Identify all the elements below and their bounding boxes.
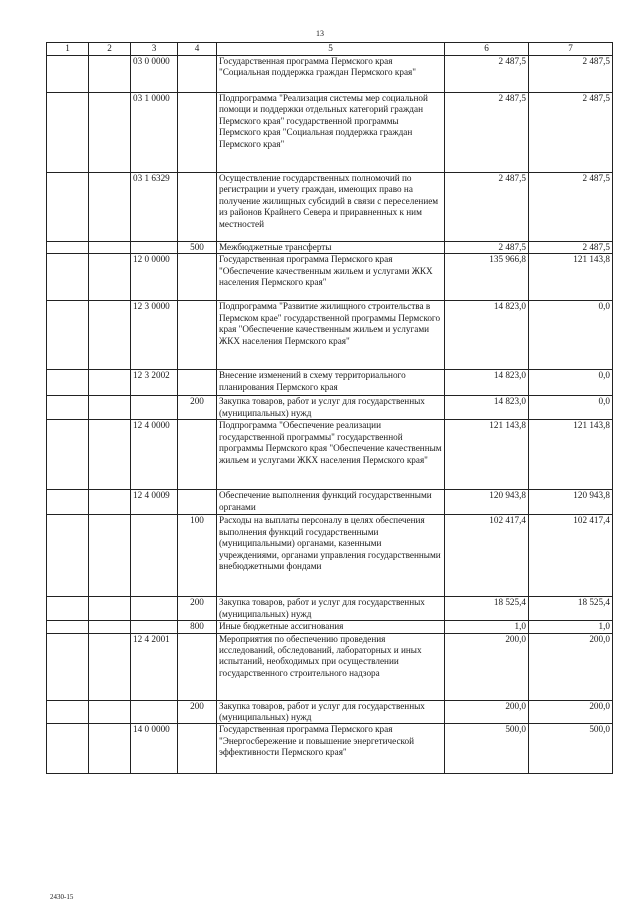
table-cell-c1 [47, 597, 89, 621]
table-cell-c4 [178, 254, 217, 301]
table-cell-c2 [89, 56, 131, 93]
table-cell-c2 [89, 420, 131, 490]
table-cell-c5: Государственная программа Пермского края "Обеспечение качественным жильем и услугами ЖКХ населения Пермского края" [217, 254, 445, 301]
table-cell-c5: Государственная программа Пермского края "Социальная поддержка граждан Пермского края" [217, 56, 445, 93]
table-row [47, 724, 613, 774]
table-cell-c4 [178, 420, 217, 490]
table-cell-c5: Подпрограмма "Развитие жилищного строительства в Пермском крае" государственной программы Пермского края "Обеспечение качественным жильем и услугами ЖКХ населения Пермского края" [217, 301, 445, 370]
table-cell-c6: 121 143,8 [445, 420, 529, 490]
table-cell-c2 [89, 370, 131, 396]
table-cell-c7: 120 943,8 [529, 490, 613, 515]
column-header: 4 [178, 43, 217, 56]
table-row [47, 621, 613, 633]
table-cell-c3: 12 3 0000 [131, 301, 178, 370]
table-cell-c7: 18 525,4 [529, 597, 613, 621]
table-cell-c7: 200,0 [529, 633, 613, 700]
table-cell-c3 [131, 515, 178, 597]
table-cell-c3: 03 0 0000 [131, 56, 178, 93]
table-cell-c4 [178, 93, 217, 173]
table-row [47, 700, 613, 724]
table-cell-c1 [47, 370, 89, 396]
table-cell-c3: 03 1 0000 [131, 93, 178, 173]
table-cell-c1 [47, 56, 89, 93]
table-row [47, 370, 613, 396]
table-cell-c4 [178, 301, 217, 370]
table-cell-c2 [89, 633, 131, 700]
table-row [47, 254, 613, 301]
table-cell-c1 [47, 724, 89, 774]
table-cell-c1 [47, 490, 89, 515]
table-cell-c1 [47, 515, 89, 597]
table-cell-c4: 200 [178, 700, 217, 724]
table-cell-c3 [131, 621, 178, 633]
table-cell-c7: 200,0 [529, 700, 613, 724]
table-cell-c5: Иные бюджетные ассигнования [217, 621, 445, 633]
budget-table [46, 42, 613, 774]
table-cell-c5: Обеспечение выполнения функций государственными органами [217, 490, 445, 515]
table-cell-c2 [89, 242, 131, 254]
table-cell-c5: Расходы на выплаты персоналу в целях обеспечения выполнения функций государственными (муниципальными) органами, казенными учреждениями, органами управления государственными внебюджетными фондами [217, 515, 445, 597]
table-cell-c4: 500 [178, 242, 217, 254]
table-row [47, 56, 613, 93]
table-row [47, 597, 613, 621]
table-cell-c7: 121 143,8 [529, 420, 613, 490]
table-cell-c7: 500,0 [529, 724, 613, 774]
column-header: 5 [217, 43, 445, 56]
table-cell-c5: Закупка товаров, работ и услуг для государственных (муниципальных) нужд [217, 700, 445, 724]
table-cell-c3 [131, 700, 178, 724]
table-cell-c5: Внесение изменений в схему территориального планирования Пермского края [217, 370, 445, 396]
table-cell-c3: 12 3 2002 [131, 370, 178, 396]
table-cell-c5: Государственная программа Пермского края "Энергосбережение и повышение энергетической эффективности Пермского края" [217, 724, 445, 774]
column-header: 3 [131, 43, 178, 56]
table-cell-c1 [47, 621, 89, 633]
table-cell-c6: 14 823,0 [445, 396, 529, 420]
table-cell-c7: 2 487,5 [529, 93, 613, 173]
table-cell-c3 [131, 242, 178, 254]
budget-table-body [47, 43, 613, 774]
table-cell-c4 [178, 633, 217, 700]
table-cell-c5: Закупка товаров, работ и услуг для государственных (муниципальных) нужд [217, 396, 445, 420]
table-row [47, 515, 613, 597]
table-cell-c1 [47, 420, 89, 490]
page-number: 13 [316, 29, 324, 38]
table-cell-c1 [47, 633, 89, 700]
table-cell-c6: 2 487,5 [445, 173, 529, 242]
table-cell-c3: 12 0 0000 [131, 254, 178, 301]
table-cell-c7: 0,0 [529, 370, 613, 396]
table-cell-c3: 03 1 6329 [131, 173, 178, 242]
table-cell-c1 [47, 93, 89, 173]
table-cell-c6: 120 943,8 [445, 490, 529, 515]
table-cell-c7: 121 143,8 [529, 254, 613, 301]
table-cell-c4: 800 [178, 621, 217, 633]
table-header-row [47, 43, 613, 56]
table-cell-c5: Межбюджетные трансферты [217, 242, 445, 254]
table-cell-c2 [89, 254, 131, 301]
table-cell-c1 [47, 254, 89, 301]
table-cell-c3 [131, 597, 178, 621]
table-cell-c5: Подпрограмма "Обеспечение реализации государственной программы" государственной программы Пермского края "Обеспечение качественным жильем и услугами ЖКХ населения Пермского края" [217, 420, 445, 490]
table-cell-c4 [178, 724, 217, 774]
table-cell-c7: 102 417,4 [529, 515, 613, 597]
table-cell-c2 [89, 724, 131, 774]
table-row [47, 633, 613, 700]
table-cell-c6: 2 487,5 [445, 242, 529, 254]
table-cell-c4 [178, 173, 217, 242]
table-cell-c1 [47, 301, 89, 370]
column-header: 7 [529, 43, 613, 56]
table-cell-c4 [178, 56, 217, 93]
table-cell-c2 [89, 515, 131, 597]
table-cell-c5: Мероприятия по обеспечению проведения исследований, обследований, лабораторных и иных испытаний, необходимых при осуществлении государственного строительного надзора [217, 633, 445, 700]
table-cell-c5: Закупка товаров, работ и услуг для государственных (муниципальных) нужд [217, 597, 445, 621]
table-cell-c5: Подпрограмма "Реализация системы мер социальной помощи и поддержки отдельных категорий граждан Пермского края" государственной программы Пермского края "Социальная поддержка граждан Пермского края" [217, 93, 445, 173]
table-cell-c4: 200 [178, 597, 217, 621]
table-cell-c6: 200,0 [445, 700, 529, 724]
table-cell-c2 [89, 396, 131, 420]
column-header: 6 [445, 43, 529, 56]
table-row [47, 301, 613, 370]
table-cell-c2 [89, 597, 131, 621]
column-header: 1 [47, 43, 89, 56]
table-cell-c7: 0,0 [529, 301, 613, 370]
table-cell-c2 [89, 173, 131, 242]
table-cell-c6: 2 487,5 [445, 56, 529, 93]
table-cell-c1 [47, 242, 89, 254]
table-cell-c6: 18 525,4 [445, 597, 529, 621]
table-row [47, 242, 613, 254]
table-cell-c6: 14 823,0 [445, 301, 529, 370]
table-cell-c3: 12 4 0000 [131, 420, 178, 490]
table-cell-c6: 2 487,5 [445, 93, 529, 173]
table-cell-c1 [47, 396, 89, 420]
table-cell-c6: 135 966,8 [445, 254, 529, 301]
table-cell-c7: 2 487,5 [529, 173, 613, 242]
footer-code: 2430-15 [50, 893, 74, 901]
table-cell-c6: 200,0 [445, 633, 529, 700]
table-cell-c7: 2 487,5 [529, 56, 613, 93]
table-cell-c4: 100 [178, 515, 217, 597]
table-cell-c2 [89, 490, 131, 515]
table-row [47, 490, 613, 515]
table-cell-c2 [89, 621, 131, 633]
table-row [47, 420, 613, 490]
table-row [47, 396, 613, 420]
table-cell-c5: Осуществление государственных полномочий по регистрации и учету граждан, имеющих право на получение жилищных субсидий в связи с переселением из районов Крайнего Севера и приравненных к ним местностей [217, 173, 445, 242]
table-cell-c1 [47, 700, 89, 724]
table-cell-c4 [178, 490, 217, 515]
table-cell-c7: 1,0 [529, 621, 613, 633]
table-cell-c6: 14 823,0 [445, 370, 529, 396]
column-header: 2 [89, 43, 131, 56]
table-row [47, 93, 613, 173]
table-row [47, 173, 613, 242]
table-cell-c6: 1,0 [445, 621, 529, 633]
table-cell-c6: 500,0 [445, 724, 529, 774]
table-cell-c4: 200 [178, 396, 217, 420]
table-cell-c2 [89, 93, 131, 173]
table-cell-c3: 14 0 0000 [131, 724, 178, 774]
table-cell-c1 [47, 173, 89, 242]
table-cell-c7: 2 487,5 [529, 242, 613, 254]
table-cell-c4 [178, 370, 217, 396]
table-cell-c3: 12 4 0009 [131, 490, 178, 515]
table-cell-c3: 12 4 2001 [131, 633, 178, 700]
table-cell-c6: 102 417,4 [445, 515, 529, 597]
table-cell-c2 [89, 301, 131, 370]
table-cell-c3 [131, 396, 178, 420]
table-cell-c7: 0,0 [529, 396, 613, 420]
table-cell-c2 [89, 700, 131, 724]
